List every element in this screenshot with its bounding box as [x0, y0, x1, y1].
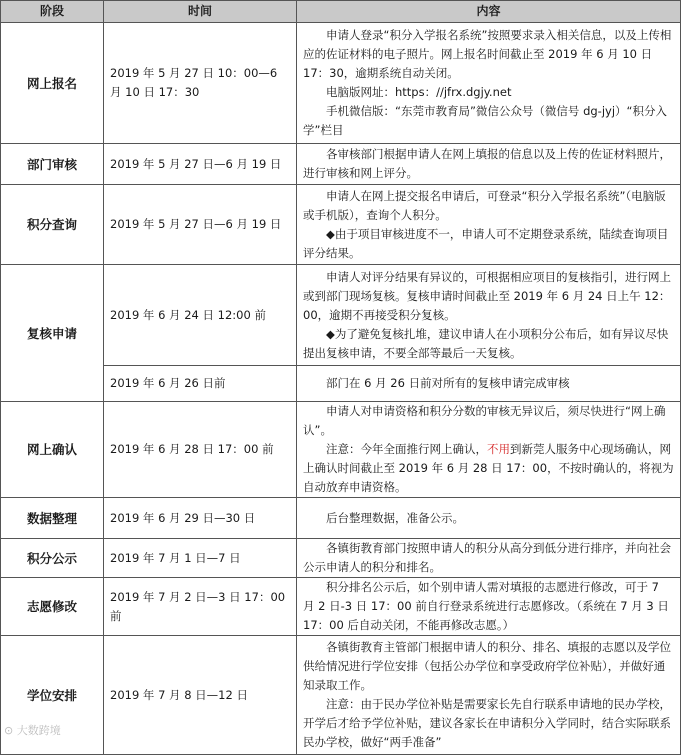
header-stage: 阶段	[1, 1, 104, 23]
content-paragraph: 电脑版网址：https：//jfrx.dgjy.net	[326, 85, 512, 99]
header-row	[1, 1, 681, 23]
content-cell	[297, 265, 681, 366]
content-cell	[297, 366, 681, 402]
table-row	[1, 636, 681, 755]
time-cell: 2019 年 5 月 27 日 10：00—6 月 10 日 17：30	[104, 23, 297, 144]
table-row	[1, 539, 681, 578]
time-cell: 2019 年 6 月 26 日前	[104, 366, 297, 402]
time-cell: 2019 年 7 月 1 日—7 日	[104, 539, 297, 578]
table-row	[1, 144, 681, 185]
stage-cell: 部门审核	[1, 144, 104, 185]
time-cell: 2019 年 6 月 24 日 12:00 前	[104, 265, 297, 366]
watermark-text: 大数跨境	[16, 724, 61, 737]
table-row	[1, 402, 681, 498]
content-paragraph: 积分排名公示后，如个别申请人需对填报的志愿进行修改，可于 7 月 2 日-3 日 17：00 前自行登录系统进行志愿修改。（系统在 7 月 3 日 17：00 后自动关闭，不能再修改志愿。）	[303, 580, 669, 632]
stage-cell: 学位安排	[1, 636, 104, 755]
stage-cell: 积分公示	[1, 539, 104, 578]
stage-cell: 网上报名	[1, 23, 104, 144]
content-paragraph: 申请人对申请资格和积分分数的审核无异议后，须尽快进行“网上确认”。	[303, 404, 666, 437]
content-paragraph: 后台整理数据，准备公示。	[326, 510, 464, 525]
content-paragraph: 申请人登录“积分入学报名系统”按照要求录入相关信息，以及上传相应的佐证材料的电子照片。网上报名时间截止至 2019 年 6 月 10 日 17：30，逾期系统自动关闭。	[303, 28, 672, 80]
content-paragraph: 各镇街教育部门按照申请人的积分从高分到低分进行排序，并向社会公示申请人的积分和排名。	[303, 541, 671, 574]
time-cell: 2019 年 6 月 29 日—30 日	[104, 498, 297, 539]
table-row	[1, 498, 681, 539]
table-row	[1, 265, 681, 366]
content-cell	[297, 185, 681, 265]
stage-cell: 复核申请	[1, 265, 104, 402]
content-paragraph: 部门在 6 月 26 日前对所有的复核申请完成审核	[326, 376, 570, 390]
content-note	[303, 440, 674, 497]
header-time: 时间	[104, 1, 297, 23]
table-row	[1, 578, 681, 636]
table-row	[1, 185, 681, 265]
stage-cell: 积分查询	[1, 185, 104, 265]
time-cell: 2019 年 5 月 27 日—6 月 19 日	[104, 144, 297, 185]
content-paragraph: 手机微信版：“东莞市教育局”微信公众号（微信号 dg-jyj）“积分入学”栏目	[303, 104, 667, 137]
stage-cell: 数据整理	[1, 498, 104, 539]
note-suffix: 到新莞人服务中心现场确认，网上确认时间截止至 2019 年 6 月 28 日 17：00，不按时确认的，将视为自动放弃申请资格。	[303, 442, 674, 494]
content-paragraph: 申请人对评分结果有异议的，可根据相应项目的复核指引，进行网上或到部门现场复核。复核申请时间截止至 2019 年 6 月 24 日上午 12：00，逾期不再接受积分复核。	[303, 269, 671, 322]
time-cell: 2019 年 5 月 27 日—6 月 19 日	[104, 185, 297, 265]
content-cell	[297, 539, 681, 578]
content-paragraph: 各镇街教育主管部门根据申请人的积分、排名、填报的志愿以及学位供给情况进行学位安排（包括公办学位和享受政府学位补贴），并做好通知录取工作。	[303, 640, 671, 692]
time-cell: 2019 年 7 月 8 日—12 日	[104, 636, 297, 755]
content-paragraph: 注意：由于民办学位补贴是需要家长先自行联系申请地的民办学校，开学后才给予学位补贴，建议各家长在申请积分入学同时，结合实际联系民办学校，做好“两手准备”	[303, 697, 671, 749]
content-paragraph: 各审核部门根据申请人在网上填报的信息以及上传的佐证材料照片，进行审核和网上评分。	[303, 147, 671, 180]
note-highlight: 不用	[487, 442, 510, 456]
time-cell: 2019 年 7 月 2 日—3 日 17：00 前	[104, 578, 297, 636]
content-paragraph: ◆由于项目审核进度不一，申请人可不定期登录系统，陆续查询项目评分结果。	[303, 226, 669, 260]
content-cell	[297, 578, 681, 636]
table-row	[1, 23, 681, 144]
header-content: 内容	[297, 1, 681, 23]
watermark-logo	[4, 722, 61, 738]
content-paragraph: 申请人在网上提交报名申请后，可登录“积分入学报名系统”（电脑版或手机版），查询个人积分。	[303, 188, 666, 222]
content-cell	[297, 23, 681, 144]
content-cell	[297, 144, 681, 185]
time-cell: 2019 年 6 月 28 日 17：00 前	[104, 402, 297, 498]
stage-cell: 网上确认	[1, 402, 104, 498]
watermark-icon: ⊙	[4, 724, 14, 737]
content-paragraph: ◆为了避免复核扎堆，建议申请人在小项积分公布后，如有异议尽快提出复核申请，不要全部等最后一天复核。	[303, 326, 669, 360]
content-cell	[297, 402, 681, 498]
note-prefix: 注意：今年全面推行网上确认，	[326, 442, 487, 456]
content-cell	[297, 636, 681, 755]
content-cell	[297, 498, 681, 539]
stage-cell: 志愿修改	[1, 578, 104, 636]
